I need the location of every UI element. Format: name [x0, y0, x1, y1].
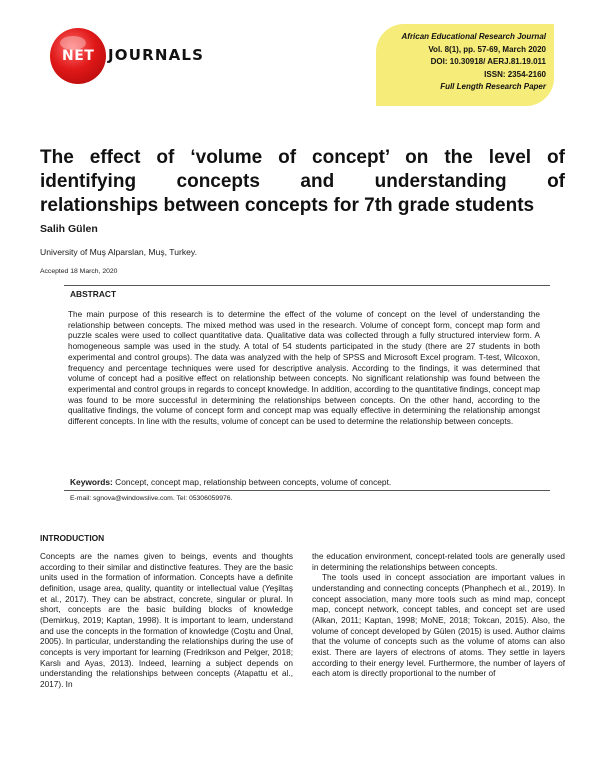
journal-volume: Vol. 8(1), pp. 57-69, March 2020 — [428, 44, 546, 54]
author-name: Salih Gülen — [40, 223, 98, 235]
journal-name: African Educational Research Journal — [401, 32, 546, 41]
keywords — [70, 477, 540, 487]
title-line-2: identifying concepts and understanding of — [40, 171, 565, 192]
title-line-3: relationships between concepts for 7th grade students — [40, 195, 535, 216]
paper-type: Full Length Research Paper — [440, 82, 546, 91]
journal-doi: DOI: 10.30918/ AERJ.81.19.011 — [430, 57, 546, 66]
body-column-right — [312, 552, 565, 680]
journal-issn: ISSN: 2354-2160 — [484, 69, 546, 79]
abstract-bottom-divider — [64, 490, 550, 491]
introduction-heading: INTRODUCTION — [40, 533, 105, 543]
abstract-text: The main purpose of this research is to determine the effect of the volume of concept on the level of understanding the relationship between concepts. The mixed method was used in the research. Volume of concept form, concept map form and puzzle scales were used to collect quantitative data. Qualitative data was collected through a fully structured interview form. A homogeneous sample was used in the study. A total of 54 students participated in the study (there are 27 students in both experimental and control groups). The data was analyzed with the help of SPSS and Microsoft Excel program. T-test, Wilcoxon, frequency and percentage techniques were used for descriptive analysis. According to the findings, it was determined that volume of concept had a positive effect on relationship between concepts. No significant relationship was found between the experimental and control groups in regards to concept knowledge. In addition, according to the quantitative findings, concept map was found to be more successful in determining the relationships between concepts. On the other hand, according to the qualitative findings, the volume of concept form and concept map was equally effective in determining the relationship amongst different concepts. In line with the results, volume of concept can be used to determine the relationship between concepts. — [68, 310, 540, 427]
journal-info-box — [376, 24, 554, 106]
intro-paragraph-1: Concepts are the names given to beings, events and thoughts according to their similar and distinctive features. They are the basic units used in the formation of information. Concepts have a definite definition, usage area, quality, quantity or intellectual value (Yeşiltaş et al., 2017). They can be abstract, concrete, singular or plural. In short, concepts are the basic building blocks of knowledge (Demirkuş, 2019; Kaptan, 1998). It is important to learn, understand and use the concepts in the formation of knowledge (Coştu and Ünal, 2005). In particular, understanding the relationships during the use of concepts is very important for learning (Fredrikson and Pelger, 2018; Karslı and Ayas, 2013). Indeed, learning a subject depends on understanding the relationships between concepts (Atapattu et al., 2017). In — [40, 552, 293, 689]
logo-journals-text: JOURNALS — [108, 46, 205, 64]
title-line-1: The effect of ‘volume of concept’ on the level of — [40, 147, 565, 168]
paper-title — [40, 146, 565, 218]
abstract-heading: ABSTRACT — [70, 289, 117, 299]
abstract-top-divider — [64, 285, 550, 286]
body-column-left — [40, 552, 293, 691]
keywords-label: Keywords: — [70, 477, 113, 487]
intro-paragraph-1-cont: the education environment, concept-related tools are generally used in determining the relationships between concepts. — [312, 552, 565, 572]
keywords-list: Concept, concept map, relationship between concepts, volume of concept. — [115, 477, 392, 487]
intro-paragraph-2: The tools used in concept association are important values in understanding and connecting concepts (Phanphech et al., 2019). In concept association, many more tools such as mind map, concept map, concept network, concept tables, and concept set are used (Alkan, 2011; Kaptan, 1998; MoNE, 2018; Tokcan, 2015). Also, the volume of concept developed by Gülen (2015) is used. Author claims that the volume of concepts such as the volume of atoms can also exist. There are layers of electrons of atoms. They settle in layers according to their energy level. Furthermore, the number of layers of each atom is directly proportional to the number of — [312, 573, 565, 679]
publisher-logo — [50, 28, 210, 84]
author-affiliation: University of Muş Alparslan, Muş, Turkey. — [40, 247, 197, 257]
author-contact: E-mail: sgnova@windowslive.com. Tel: 05306059976. — [70, 495, 233, 502]
logo-net-text: NET — [62, 48, 95, 64]
accepted-date: Accepted 18 March, 2020 — [40, 268, 118, 275]
